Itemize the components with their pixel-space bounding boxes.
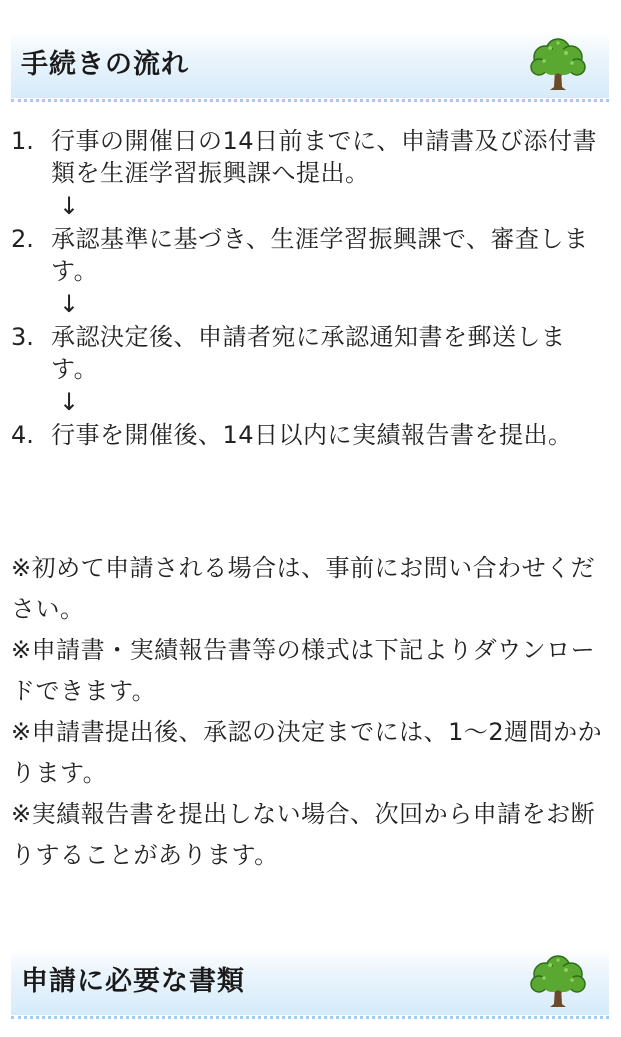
section-title: 手続きの流れ — [21, 49, 189, 80]
section-header-required-documents — [11, 948, 609, 1015]
step-text: 承認決定後、申請者宛に承認通知書を郵送します。 — [51, 323, 566, 383]
procedure-steps — [11, 125, 609, 451]
notes — [11, 548, 611, 876]
step-text: 承認基準に基づき、生涯学習振興課で、審査します。 — [51, 225, 589, 285]
note-download-forms: ※申請書・実績報告書等の様式は下記よりダウンロードできます。 — [11, 636, 596, 705]
note-report-required: ※実績報告書を提出しない場合、次回から申請をお断りすることがあります。 — [11, 800, 596, 869]
tree-icon — [528, 35, 588, 93]
down-arrow-icon: ↓ — [59, 192, 80, 220]
note-approval-time: ※申請書提出後、承認の決定までには、1〜2週間かかります。 — [11, 718, 603, 787]
step-number: 3. — [11, 323, 34, 351]
procedure-step — [11, 223, 609, 321]
procedure-step — [11, 321, 609, 419]
section-header-procedure — [11, 31, 609, 98]
down-arrow-icon: ↓ — [59, 388, 80, 416]
step-number: 2. — [11, 225, 34, 253]
procedure-step — [11, 125, 609, 223]
procedure-step — [11, 419, 609, 451]
section-title: 申請に必要な書類 — [21, 966, 245, 997]
step-number: 4. — [11, 421, 34, 449]
step-number: 1. — [11, 127, 34, 155]
tree-icon — [528, 952, 588, 1010]
note-first-application: ※初めて申請される場合は、事前にお問い合わせください。 — [11, 554, 596, 623]
step-text: 行事を開催後、14日以内に実績報告書を提出。 — [51, 421, 573, 449]
step-text: 行事の開催日の14日前までに、申請書及び添付書類を生涯学習振興課へ提出。 — [51, 127, 598, 187]
down-arrow-icon: ↓ — [59, 290, 80, 318]
